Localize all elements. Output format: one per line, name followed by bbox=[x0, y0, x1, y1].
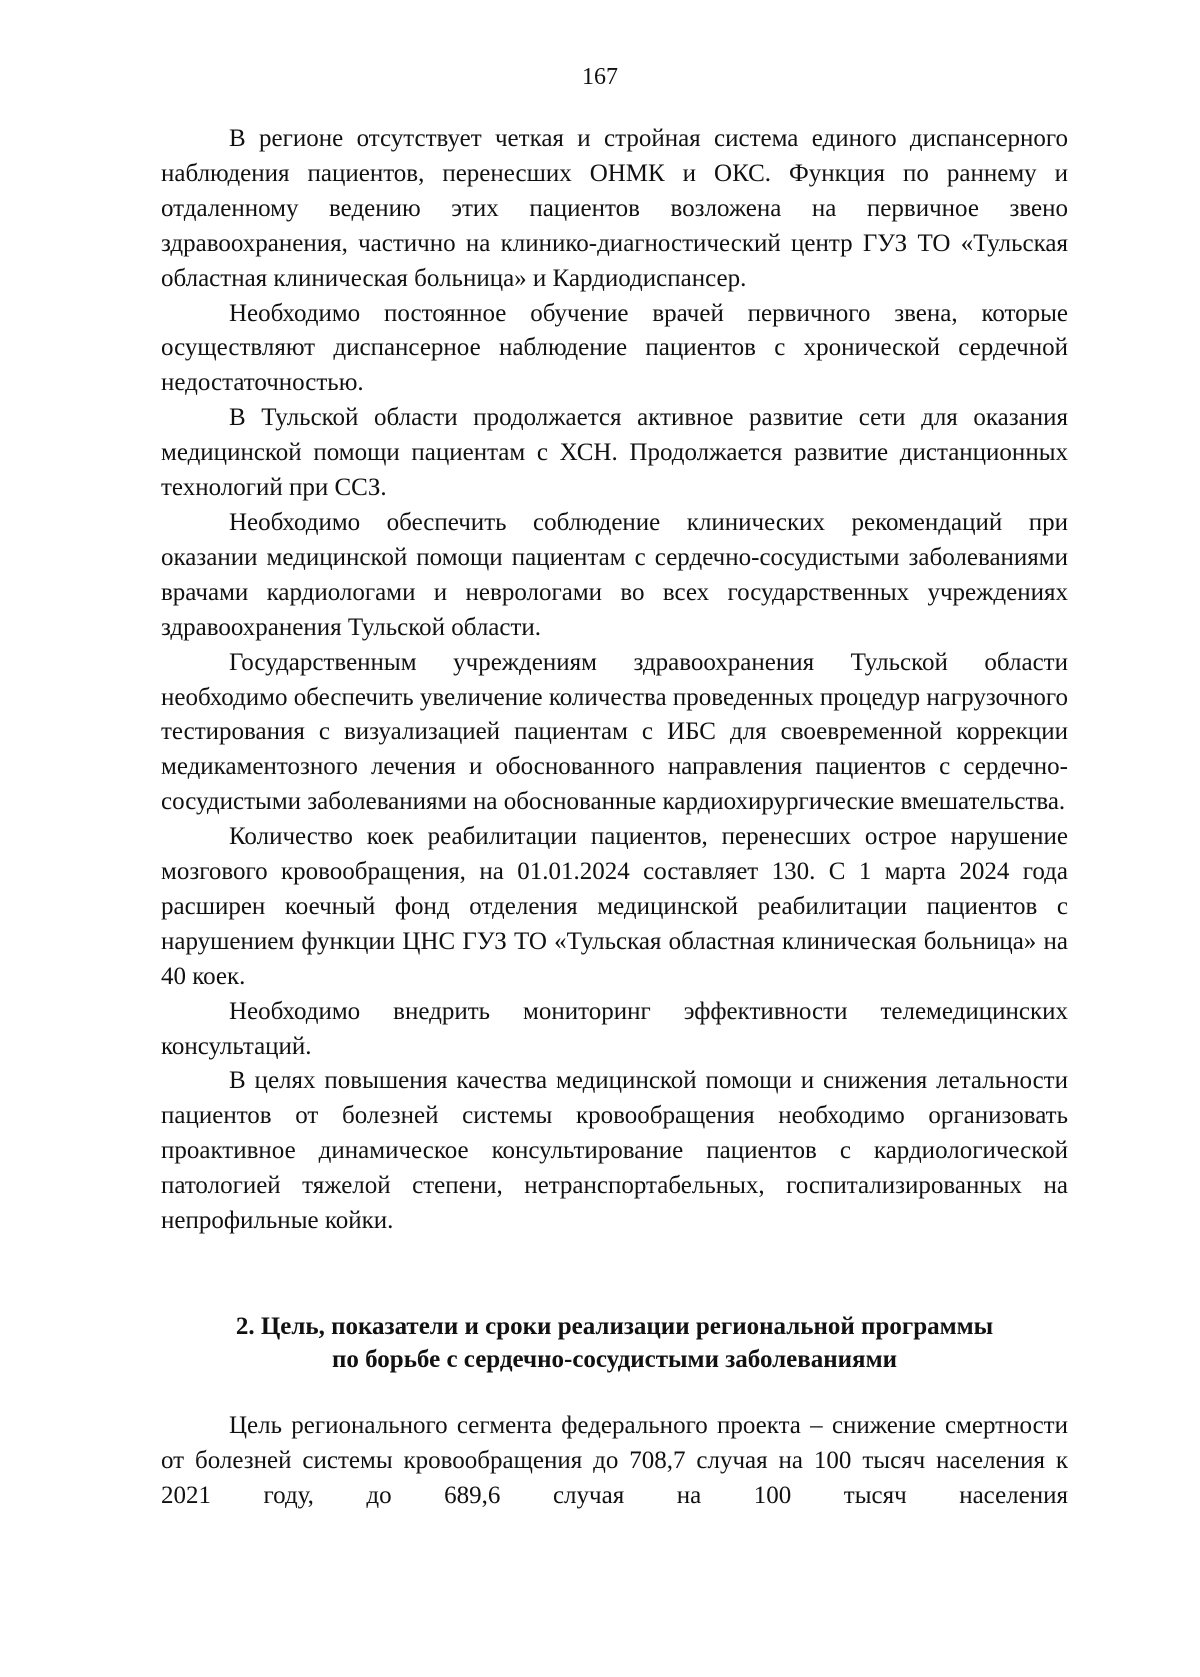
paragraph-proactive-consulting: В целях повышения качества медицинской помощи и снижения летальности пациентов от болезней системы кровообращения необходимо организовать проактивное динамическое консультирование пациентов с кардиологической патологией тяжелой степени, нетранспортабельных, госпитализированных на непрофильные койки. bbox=[161, 1067, 1068, 1235]
goal-text bbox=[161, 1408, 1068, 1513]
section-heading-line-1: 2. Цель, показатели и сроки реализации региональной программы bbox=[235, 1313, 994, 1340]
section-heading bbox=[161, 1310, 1068, 1376]
paragraph-dispensary-observation: В регионе отсутствует четкая и стройная система единого диспансерного наблюдения пациентов, перенесших ОНМК и ОКС. Функция по раннему и отдаленному ведению этих пациентов возложена на первичное звено здравоохранения, частично на клинико-диагностический центр ГУЗ ТО «Тульская областная клиническая больница» и Кардиодиспансер. bbox=[161, 125, 1068, 292]
body-text bbox=[161, 122, 1068, 1239]
page-number: 167 bbox=[582, 64, 618, 90]
paragraph-rehabilitation-beds: Количество коек реабилитации пациентов, перенесших острое нарушение мозгового кровообращения, на 01.01.2024 составляет 130. С 1 марта 2024 года расширен коечный фонд отделения медицинской реабилитации пациентов с нарушением функции ЦНС ГУЗ ТО «Тульская областная клиническая больница» на 40 коек. bbox=[161, 823, 1068, 990]
paragraph-stress-testing: Государственным учреждениям здравоохранения Тульской области необходимо обеспечить увеличение количества проведенных процедур нагрузочного тестирования с визуализацией пациентам с ИБС для своевременной коррекции медикаментозного лечения и обоснованного направления пациентов с сердечно-сосудистыми заболеваниями на обоснованные кардиохирургические вмешательства. bbox=[161, 648, 1068, 816]
paragraph-telemedicine: Необходимо внедрить мониторинг эффективности телемедицинских консультаций. bbox=[161, 997, 1068, 1060]
paragraph-goal: Цель регионального сегмента федерального проекта – снижение смертности от болезней системы кровообращения до 708,7 случая на 100 тысяч населения к 2021 году, до 689,6 случая на 100 тысяч населения bbox=[161, 1412, 1068, 1509]
paragraph-physician-training: Необходимо постоянное обучение врачей первичного звена, которые осуществляют диспансерное наблюдение пациентов с хронической сердечной недостаточностью. bbox=[161, 299, 1068, 397]
paragraph-clinical-guidelines: Необходимо обеспечить соблюдение клинических рекомендаций при оказании медицинской помощи пациентам с сердечно-сосудистыми заболеваниями врачами кардиологами и неврологами во всех государственных учреждениях здравоохранения Тульской области. bbox=[161, 508, 1068, 641]
paragraph-chf-network: В Тульской области продолжается активное развитие сети для оказания медицинской помощи пациентам с ХСН. Продолжается развитие дистанционных технологий при ССЗ. bbox=[161, 404, 1068, 502]
section-heading-line-2: по борьбе с сердечно-сосудистыми заболеваниями bbox=[331, 1346, 898, 1373]
